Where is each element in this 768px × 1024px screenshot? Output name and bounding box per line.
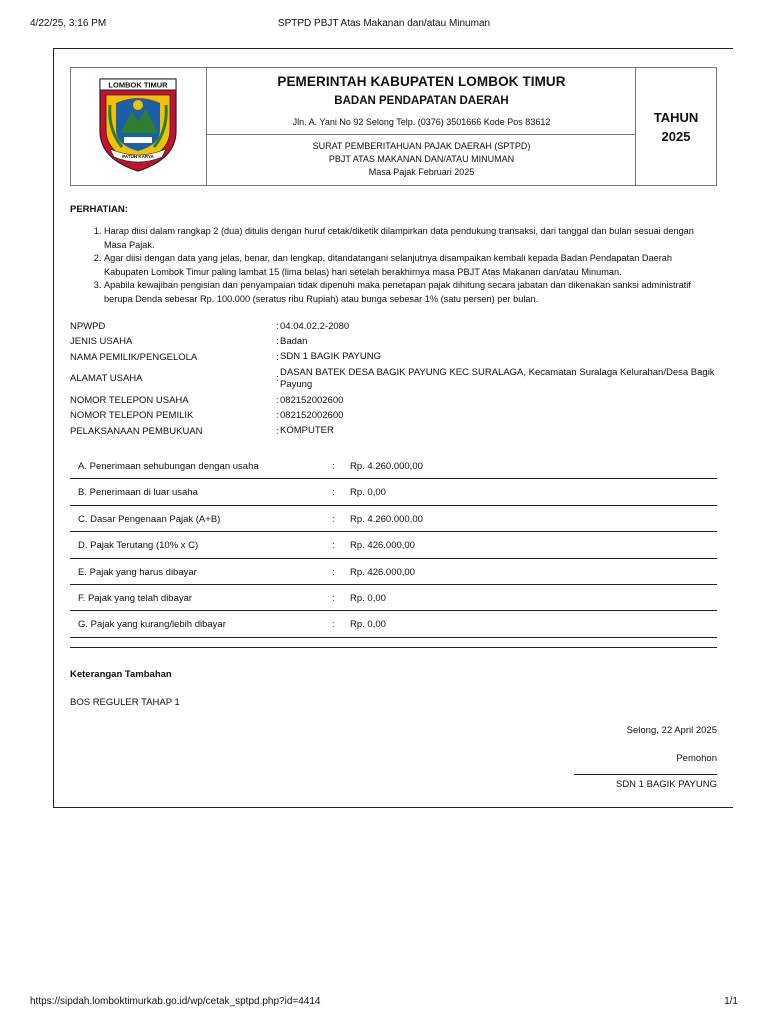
calc-colon: :	[332, 487, 335, 499]
calc-label: G. Pajak yang kurang/lebih dibayar	[78, 619, 226, 631]
notes-title: Keterangan Tambahan	[70, 669, 172, 680]
tax-calculation	[70, 453, 717, 648]
attention-title: PERHATIAN:	[70, 204, 128, 215]
info-value: 082152002600	[280, 409, 344, 421]
info-value: 082152002600	[280, 394, 344, 406]
attention-section	[70, 204, 710, 307]
info-colon: :	[276, 373, 279, 385]
print-page-title: SPTPD PBJT Atas Makanan dan/atau Minuman	[277, 18, 491, 29]
calc-row	[70, 585, 717, 611]
calc-row	[70, 559, 717, 585]
info-row-npwpd	[70, 319, 720, 334]
info-value: SDN 1 BAGIK PAYUNG	[280, 351, 382, 363]
calc-value: Rp. 426.000,00	[350, 540, 415, 552]
document-subtitle: PBJT ATAS MAKANAN DAN/ATAU MINUMAN	[328, 154, 515, 164]
print-url: https://sipdah.lomboktimurkab.go.id/wp/cetak_sptpd.php?id=4414	[30, 996, 321, 1007]
info-row-business-phone	[70, 393, 720, 408]
info-label: NOMOR TELEPON USAHA	[70, 395, 189, 407]
year-label: TAHUN	[653, 110, 699, 125]
attention-list	[70, 225, 710, 307]
agency-address: Jln. A. Yani No 92 Selong Telp. (0376) 3501666 Kode Pos 83612	[292, 117, 551, 127]
document-title: SURAT PEMBERITAHUAN PAJAK DAERAH (SPTPD)	[312, 141, 531, 151]
taxpayer-info	[70, 319, 720, 439]
info-row-owner-phone	[70, 408, 720, 423]
signature-place-date: Selong, 22 April 2025	[626, 725, 717, 736]
calc-value: Rp. 426.000,00	[350, 566, 415, 578]
info-value: DASAN BATEK DESA BAGIK PAYUNG KEC SURALAGA, Kecamatan Suralaga Kelurahan/Desa Bagik Payung	[280, 366, 715, 390]
info-value: KOMPUTER	[280, 425, 334, 437]
calc-row	[70, 506, 717, 532]
attention-item: 1. Harap diisi dalam rangkap 2 (dua) ditulis dengan huruf cetak/diketik dilampirkan data pendukung transaksi, dari tanggal dan bulan sesuai dengan Masa Pajak.	[104, 225, 710, 252]
calc-label: C. Dasar Pengenaan Pajak (A+B)	[78, 513, 221, 525]
info-colon: :	[276, 351, 279, 363]
calc-colon: :	[332, 619, 335, 631]
calc-label: B. Penerimaan di luar usaha	[78, 487, 198, 499]
calc-value: Rp. 0,00	[350, 487, 386, 499]
calc-colon: :	[332, 540, 335, 552]
info-row-business-address	[70, 365, 720, 393]
year-value: 2025	[661, 129, 691, 144]
calc-label: D. Pajak Terutang (10% x C)	[78, 540, 199, 552]
calc-colon: :	[332, 592, 335, 604]
info-label: NPWPD	[70, 321, 106, 333]
calc-label: E. Pajak yang harus dibayar	[78, 566, 197, 578]
attention-item: 2. Agar diisi dengan data yang jelas, benar, dan lengkap, ditandatangani selanjutnya disampaikan kembali kepada Badan Pendapatan Daerah Kabupaten Lombok Timur paling lambat 15 (lima belas) hari setelah berakhirnya masa PBJT Atas Makanan dan/atau Minuman.	[104, 252, 710, 279]
calc-end-rule	[70, 638, 717, 648]
year-cell	[636, 68, 716, 185]
info-value: Badan	[280, 335, 308, 347]
agency-name: BADAN PENDAPATAN DAERAH	[334, 95, 509, 107]
print-datetime: 4/22/25, 3:16 PM	[30, 18, 107, 29]
info-row-owner-name	[70, 350, 720, 365]
document-sheet	[53, 48, 733, 808]
calc-value: Rp. 0,00	[350, 592, 386, 604]
calc-value: Rp. 4.260.000,00	[350, 513, 423, 525]
print-header	[30, 18, 738, 30]
info-row-bookkeeping	[70, 423, 720, 438]
info-colon: :	[276, 336, 279, 348]
attention-item: 3. Apabila kewajiban pengisian dan penyampaian tidak dipenuhi maka penetapan pajak dihitung secara jabatan dan dikenakan sanksi administratif berupa Denda sebesar Rp. 100.000 (seratus ribu Rupiah) atau bunga sebesar 1% (satu persen) per bulan.	[104, 279, 710, 306]
calc-row	[70, 453, 717, 479]
agency-block	[207, 68, 636, 135]
signature-line	[574, 774, 717, 775]
logo-cell	[71, 68, 207, 185]
calc-colon: :	[332, 566, 335, 578]
print-page-count: 1/1	[724, 996, 738, 1007]
calc-row	[70, 611, 717, 637]
government-name: PEMERINTAH KABUPATEN LOMBOK TIMUR	[277, 74, 566, 89]
calc-value: Rp. 0,00	[350, 619, 386, 631]
tax-period: Masa Pajak Februari 2025	[368, 167, 475, 177]
info-label: PELAKSANAAN PEMBUKUAN	[70, 425, 203, 437]
logo-text-bottom: PATUH KARYA	[122, 154, 154, 159]
calc-colon: :	[332, 513, 335, 525]
letterhead	[70, 67, 717, 186]
notes-text: BOS REGULER TAHAP 1	[70, 697, 180, 708]
info-label: ALAMAT USAHA	[70, 373, 143, 385]
logo-text-top: LOMBOK TIMUR	[108, 80, 168, 90]
document-title-block	[207, 135, 636, 185]
info-colon: :	[276, 321, 279, 333]
calc-row	[70, 532, 717, 558]
info-label: NAMA PEMILIK/PENGELOLA	[70, 351, 198, 363]
signature-name: SDN 1 BAGIK PAYUNG	[615, 779, 717, 790]
info-label: JENIS USAHA	[70, 336, 133, 348]
calc-label: A. Penerimaan sehubungan dengan usaha	[78, 461, 259, 472]
calc-row	[70, 479, 717, 505]
calc-label: F. Pajak yang telah dibayar	[78, 592, 193, 604]
title-cell	[207, 68, 636, 185]
calc-value: Rp. 4.260.000,00	[350, 461, 423, 472]
signature-block	[574, 725, 717, 790]
regency-emblem-icon	[96, 75, 180, 173]
info-colon: :	[276, 425, 279, 437]
info-colon: :	[276, 410, 279, 422]
info-colon: :	[276, 395, 279, 407]
signature-role: Pemohon	[676, 753, 717, 764]
additional-notes	[70, 669, 717, 708]
info-value: 04.04.02.2-2080	[280, 320, 350, 332]
calc-colon: :	[332, 461, 335, 472]
info-row-business-type	[70, 334, 720, 349]
info-label: NOMOR TELEPON PEMILIK	[70, 410, 194, 422]
